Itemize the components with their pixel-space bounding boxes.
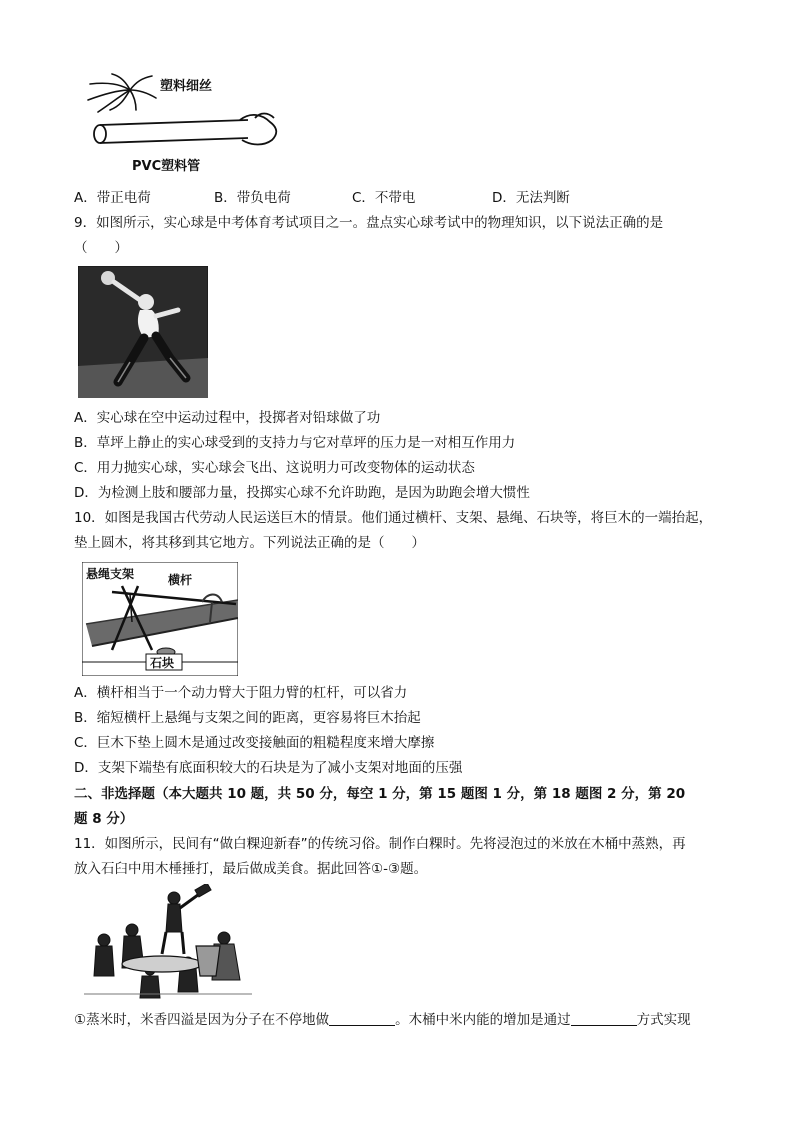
q8-option-c: C．不带电 [352, 190, 416, 206]
q8-fiber-label: 塑料细丝 [160, 79, 213, 94]
q11-sub1-text-1: ①蒸米时，米香四溢是因为分子在不停地做 [74, 1012, 330, 1028]
q9-stem-line2: （ ） [74, 240, 128, 256]
q10-option-a: A．横杆相当于一个动力臂大于阻力臂的杠杆，可以省力 [74, 685, 408, 701]
q10-option-b: B．缩短横杆上悬绳与支架之间的距离，更容易将巨木抬起 [74, 710, 421, 726]
q11-stem-line1: 11．如图所示，民间有“做白粿迎新春”的传统习俗。制作白粿时。先将浸泡过的米放在木桶中蒸熟，再 [74, 836, 686, 852]
q11-sub1-text-3: 方式实现 [636, 1012, 691, 1028]
q9-option-c: C．用力抛实心球，实心球会飞出、这说明力可改变物体的运动状态 [74, 460, 475, 476]
section2-heading-line2: 题 8 分） [74, 811, 134, 827]
q8-option-a: A．带正电荷 [74, 190, 151, 206]
q10-rope-frame-label: 悬绳支架 [86, 567, 135, 581]
q11-rice-cake-figure [84, 884, 252, 1002]
q10-stem-line1: 10．如图是我国古代劳动人民运送巨木的情景。他们通过横杆、支架、悬绳、石块等，将巨木的一端抬起， [74, 510, 713, 526]
q9-option-d: D．为检测上肢和腰部力量，投掷实心球不允许助跑，是因为助跑会增大惯性 [74, 485, 530, 501]
q9-option-a: A．实心球在空中运动过程中，投掷者对铅球做了功 [74, 410, 381, 426]
q9-stem-line1: 9．如图所示，实心球是中考体育考试项目之一。盘点实心球考试中的物理知识，以下说法正确的是 [74, 215, 664, 231]
q11-sub1-blank-1[interactable] [329, 1011, 395, 1026]
q8-option-b: B．带负电荷 [214, 190, 291, 206]
q11-sub1-text-2: 。木桶中米内能的增加是通过 [395, 1012, 571, 1028]
q10-stem-line2: 垫上圆木，将其移到其它地方。下列说法正确的是（ ） [74, 535, 425, 551]
q10-option-d: D．支架下端垫有底面积较大的石块是为了减小支架对地面的压强 [74, 760, 463, 776]
q8-option-d: D．无法判断 [492, 190, 570, 206]
q10-stone-label: 石块 [150, 656, 175, 670]
q8-tube-label: PVC塑料管 [132, 159, 201, 174]
section2-heading-line1: 二、非选择题（本大题共 10 题，共 50 分，每空 1 分，第 15 题图 1 分，第 18 题图 2 分，第 20 [74, 786, 686, 802]
q11-sub1-blank-2[interactable] [571, 1011, 637, 1026]
q11-stem-line2: 放入石臼中用木棰捶打，最后做成美食。据此回答①-③题。 [74, 861, 428, 877]
q11-sub1-line [74, 1010, 691, 1030]
q9-shot-put-photo [78, 266, 208, 398]
q8-figure [80, 72, 290, 184]
q10-log-lever-figure [82, 562, 238, 676]
q10-lever-label: 横杆 [168, 573, 193, 587]
q9-option-b: B．草坪上静止的实心球受到的支持力与它对草坪的压力是一对相互作用力 [74, 435, 516, 451]
q10-option-c: C．巨木下垫上圆木是通过改变接触面的粗糙程度来增大摩擦 [74, 735, 435, 751]
